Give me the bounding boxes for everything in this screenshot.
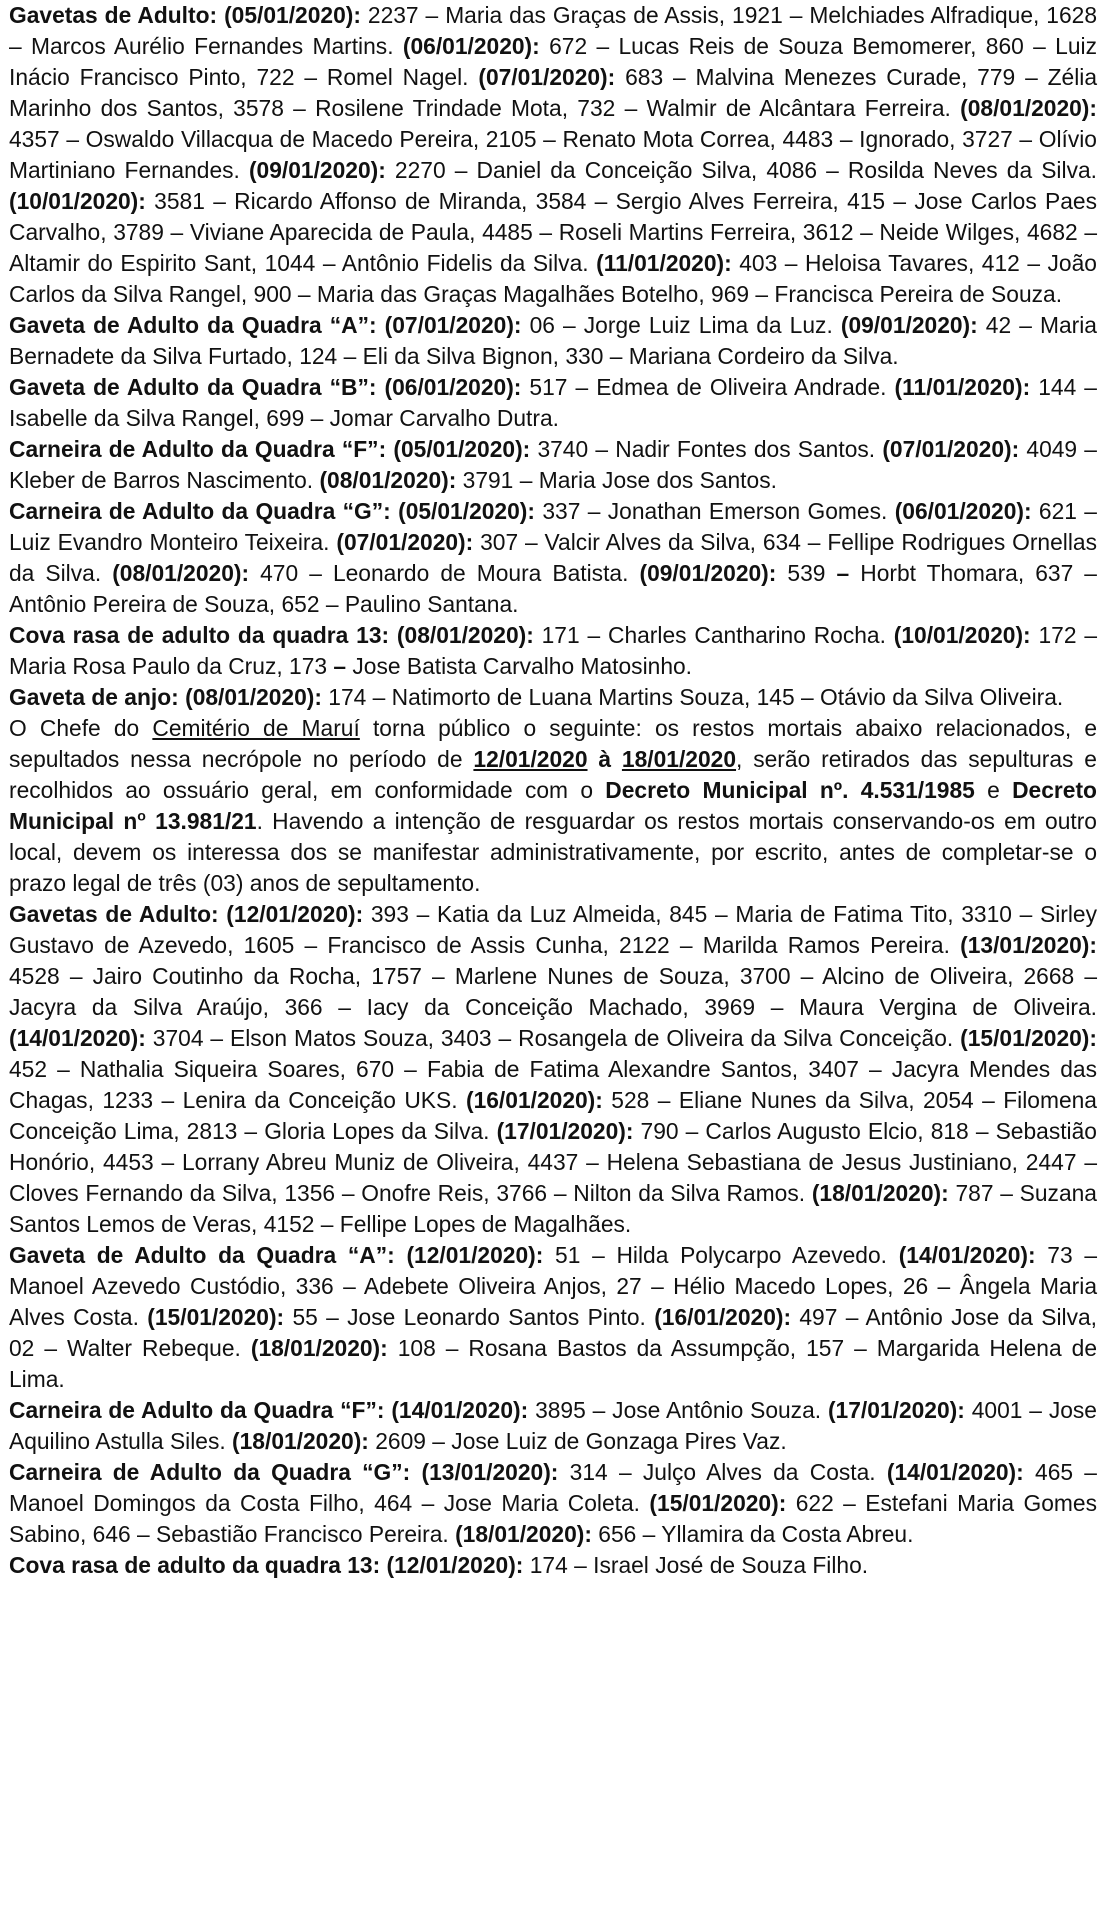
body-text: 144 – Isabelle da Silva Rangel, 699 – Jomar Carvalho Dutra. [9, 374, 1097, 431]
body-text: e [974, 777, 1013, 803]
bold-heading-text: 12/01/2020 [473, 746, 588, 772]
body-text: 2237 – Maria das Graças de Assis, 1921 – Melchiades Alfradique, 1628 – Marcos Aurélio Fernandes Martins. [9, 2, 1097, 59]
body-text: Horbt Thomara, 637 – Antônio Pereira de Souza, 652 – Paulino Santana. [9, 560, 1097, 617]
bold-heading-text: (18/01/2020): [250, 1335, 388, 1361]
notice-paragraph [9, 1457, 1097, 1550]
body-text: 403 – Heloisa Tavares, 412 – João Carlos da Silva Rangel, 900 – Maria das Graças Magalhães Botelho, 969 – Francisca Pereira de Souza. [9, 250, 1097, 307]
body-text: . Havendo a intenção de resguardar os restos mortais conservando-os em outro local, devem os interessa dos se manifestar administrativamente, por escrito, antes de completar-se o prazo legal de três (03) anos de sepultamento. [9, 808, 1097, 896]
notice-paragraph [9, 310, 1097, 372]
notice-paragraph [9, 713, 1097, 899]
bold-heading-text: (08/01/2020): [319, 467, 457, 493]
bold-heading-text: (11/01/2020): [894, 374, 1031, 400]
body-text: 790 – Carlos Augusto Elcio, 818 – Sebastião Honório, 4453 – Lorrany Abreu Muniz de Oliveira, 4437 – Helena Sebastiana de Jesus Justiniano, 2447 – Cloves Fernando da Silva, 1356 – Onofre Reis, 3766 – Nilton da Silva Ramos. [9, 1118, 1097, 1206]
bold-heading-text: 18/01/2020 [621, 746, 737, 772]
body-text: 3895 – Jose Antônio Souza. [528, 1397, 828, 1423]
body-text: 683 – Malvina Menezes Curade, 779 – Zélia Marinho dos Santos, 3578 – Rosilene Trindade Mota, 732 – Walmir de Alcântara Ferreira. [9, 64, 1098, 121]
bold-heading-text: (09/01/2020): [840, 312, 978, 338]
notice-paragraph [9, 1550, 1097, 1581]
body-text: Jose Batista Carvalho Matosinho. [346, 653, 693, 679]
bold-heading-text: Carneira de Adulto da Quadra “F”: (14/01/2020): [9, 1397, 529, 1423]
bold-heading-text: (13/01/2020): [960, 932, 1097, 958]
bold-heading-text: Gavetas de Adulto: (05/01/2020): [9, 2, 361, 28]
body-text: 497 – Antônio Jose da Silva, 02 – Walter Rebeque. [9, 1304, 1097, 1361]
body-text: 06 – Jorge Luiz Lima da Luz. [521, 312, 841, 338]
body-text: 4528 – Jairo Coutinho da Rocha, 1757 – Marlene Nunes de Souza, 3700 – Alcino de Oliveira, 2668 – Jacyra da Silva Araújo, 366 – Iacy da Conceição Machado, 3969 – Maura Vergina de Oliveira. [9, 963, 1097, 1020]
bold-heading-text: (07/01/2020): [336, 529, 474, 555]
bold-heading-text: (15/01/2020): [147, 1304, 285, 1330]
body-text: , serão retirados das sepulturas e recolhidos ao ossuário geral, em conformidade com o [9, 746, 1097, 803]
bold-heading-text: (16/01/2020): [654, 1304, 792, 1330]
body-text: 3740 – Nadir Fontes dos Santos. [530, 436, 883, 462]
body-text: Cemitério de Maruí [152, 715, 360, 741]
bold-heading-text: (14/01/2020): [9, 1025, 146, 1051]
bold-heading-text: (09/01/2020): [639, 560, 777, 586]
body-text: 2609 – Jose Luiz de Gonzaga Pires Vaz. [368, 1428, 787, 1454]
body-text: 3581 – Ricardo Affonso de Miranda, 3584 – Sergio Alves Ferreira, 415 – Jose Carlos Paes Carvalho, 3789 – Viviane Aparecida de Paula, 4485 – Roseli Martins Ferreira, 3612 – Neide Wilges, 4682 – Altamir do Espirito Sant, 1044 – Antônio Fidelis da Silva. [9, 188, 1097, 276]
bold-heading-text: (07/01/2020): [478, 64, 616, 90]
body-text: 4001 – Jose Aquilino Astulla Siles. [9, 1397, 1097, 1454]
bold-heading-text: Cova rasa de adulto da quadra 13: (12/01/2020): [9, 1552, 524, 1578]
body-text: 656 – Yllamira da Costa Abreu. [591, 1521, 914, 1547]
body-text: 42 – Maria Bernadete da Silva Furtado, 124 – Eli da Silva Bignon, 330 – Mariana Cordeiro da Silva. [9, 312, 1097, 369]
bold-heading-text: Gaveta de Adulto da Quadra “A”: (07/01/2020): [9, 312, 522, 338]
bold-heading-text: à [598, 746, 612, 772]
bold-heading-text: (18/01/2020): [455, 1521, 592, 1547]
superscript-text: o [137, 807, 146, 824]
body-text: 172 – Maria Rosa Paulo da Cruz, 173 [9, 622, 1097, 679]
bold-heading-text: (08/01/2020): [112, 560, 250, 586]
bold-heading-text: – [333, 653, 347, 679]
document-body [9, 0, 1097, 1581]
bold-heading-text: (17/01/2020): [496, 1118, 634, 1144]
bold-heading-text: Gavetas de Adulto: (12/01/2020): [9, 901, 364, 927]
bold-heading-text: – [836, 560, 850, 586]
notice-paragraph [9, 0, 1097, 310]
bold-heading-text: Carneira de Adulto da Quadra “G”: (05/01/2020): [9, 498, 535, 524]
bold-heading-text: Cova rasa de adulto da quadra 13: (08/01/2020): [9, 622, 534, 648]
body-text: 465 – Manoel Domingos da Costa Filho, 464 – Jose Maria Coleta. [9, 1459, 1097, 1516]
bold-heading-text: (09/01/2020): [248, 157, 386, 183]
body-text: 3704 – Elson Matos Souza, 3403 – Rosangela de Oliveira da Silva Conceição. [145, 1025, 961, 1051]
bold-heading-text: (15/01/2020): [649, 1490, 787, 1516]
body-text: 4357 – Oswaldo Villacqua de Macedo Pereira, 2105 – Renato Mota Correa, 4483 – Ignorado, 3727 – Olívio Martiniano Fernandes. [9, 126, 1097, 183]
body-text: O Chefe do [9, 715, 153, 741]
body-text: 337 – Jonathan Emerson Gomes. [534, 498, 895, 524]
bold-heading-text: (14/01/2020): [886, 1459, 1024, 1485]
body-text: 528 – Eliane Nunes da Silva, 2054 – Filomena Conceição Lima, 2813 – Gloria Lopes da Silva. [9, 1087, 1097, 1144]
notice-paragraph [9, 620, 1097, 682]
bold-heading-text: (06/01/2020): [402, 33, 540, 59]
notice-paragraph [9, 496, 1097, 620]
body-text [588, 746, 599, 772]
notice-paragraph [9, 434, 1097, 496]
body-text: 108 – Rosana Bastos da Assumpção, 157 – Margarida Helena de Lima. [9, 1335, 1097, 1392]
body-text: 470 – Leonardo de Moura Batista. [249, 560, 640, 586]
body-text: 393 – Katia da Luz Almeida, 845 – Maria de Fatima Tito, 3310 – Sirley Gustavo de Azevedo, 1605 – Francisco de Assis Cunha, 2122 – Marilda Ramos Pereira. [9, 901, 1098, 958]
body-text: 174 – Natimorto de Luana Martins Souza, 145 – Otávio da Silva Oliveira. [321, 684, 1064, 710]
body-text: 3791 – Maria Jose dos Santos. [456, 467, 777, 493]
body-text: 621 – Luiz Evandro Monteiro Teixeira. [9, 498, 1097, 555]
bold-heading-text: (16/01/2020): [465, 1087, 603, 1113]
body-text: 452 – Nathalia Siqueira Soares, 670 – Fabia de Fatima Alexandre Santos, 3407 – Jacyra Mendes das Chagas, 1233 – Lenira da Conceição UKS. [9, 1056, 1097, 1113]
bold-heading-text: Carneira de Adulto da Quadra “G”: (13/01/2020): [9, 1459, 559, 1485]
bold-heading-text: (08/01/2020): [960, 95, 1097, 121]
body-text: 171 – Charles Cantharino Rocha. [533, 622, 894, 648]
superscript [137, 807, 146, 823]
body-text: 51 – Hilda Polycarpo Azevedo. [543, 1242, 899, 1268]
bold-heading-text: Gaveta de anjo: (08/01/2020): [9, 684, 322, 710]
bold-heading-text: (18/01/2020): [811, 1180, 949, 1206]
body-text: 73 – Manoel Azevedo Custódio, 336 – Adebete Oliveira Anjos, 27 – Hélio Macedo Lopes, 26 – Ângela Maria Alves Costa. [9, 1242, 1098, 1330]
bold-heading-text: (15/01/2020): [960, 1025, 1097, 1051]
body-text: 314 – Julço Alves da Costa. [558, 1459, 887, 1485]
bold-heading-text: (06/01/2020): [894, 498, 1032, 524]
bold-heading-text: Gaveta de Adulto da Quadra “A”: (12/01/2020): [9, 1242, 544, 1268]
bold-heading-text: (17/01/2020): [827, 1397, 965, 1423]
notice-paragraph [9, 899, 1097, 1240]
body-text: 622 – Estefani Maria Gomes Sabino, 646 – Sebastião Francisco Pereira. [9, 1490, 1097, 1547]
notice-paragraph [9, 682, 1097, 713]
notice-paragraph [9, 1240, 1097, 1395]
bold-heading-text: Carneira de Adulto da Quadra “F”: (05/01/2020): [9, 436, 531, 462]
body-text: 2270 – Daniel da Conceição Silva, 4086 – Rosilda Neves da Silva. [385, 157, 1097, 183]
bold-heading-text: (10/01/2020): [9, 188, 146, 214]
bold-heading-text: Decreto Municipal n [9, 777, 1097, 834]
bold-heading-text: Gaveta de Adulto da Quadra “B”: (06/01/2020): [9, 374, 522, 400]
bold-heading-text: (10/01/2020): [893, 622, 1031, 648]
body-text: 539 [776, 560, 837, 586]
body-text [611, 746, 622, 772]
notice-paragraph [9, 1395, 1097, 1457]
bold-heading-text: (18/01/2020): [232, 1428, 369, 1454]
body-text: 55 – Jose Leonardo Santos Pinto. [284, 1304, 655, 1330]
body-text: torna público o seguinte: os restos mortais abaixo relacionados, e sepultados nessa necrópole no período de [9, 715, 1098, 772]
notice-paragraph [9, 372, 1097, 434]
body-text: 307 – Valcir Alves da Silva, 634 – Fellipe Rodrigues Ornellas da Silva. [9, 529, 1097, 586]
bold-heading-text: Decreto Municipal nº. 4.531/1985 [605, 777, 975, 803]
bold-heading-text: 13.981/21 [145, 808, 257, 834]
body-text: 517 – Edmea de Oliveira Andrade. [521, 374, 895, 400]
bold-heading-text: (11/01/2020): [596, 250, 732, 276]
body-text: 787 – Suzana Santos Lemos de Veras, 4152 – Fellipe Lopes de Magalhães. [9, 1180, 1097, 1237]
bold-heading-text: (14/01/2020): [898, 1242, 1036, 1268]
body-text: 174 – Israel José de Souza Filho. [523, 1552, 869, 1578]
body-text: 4049 – Kleber de Barros Nascimento. [9, 436, 1097, 493]
bold-heading-text: (07/01/2020): [882, 436, 1020, 462]
body-text: 672 – Lucas Reis de Souza Bemomerer, 860 – Luiz Inácio Francisco Pinto, 722 – Romel Nagel. [9, 33, 1097, 90]
